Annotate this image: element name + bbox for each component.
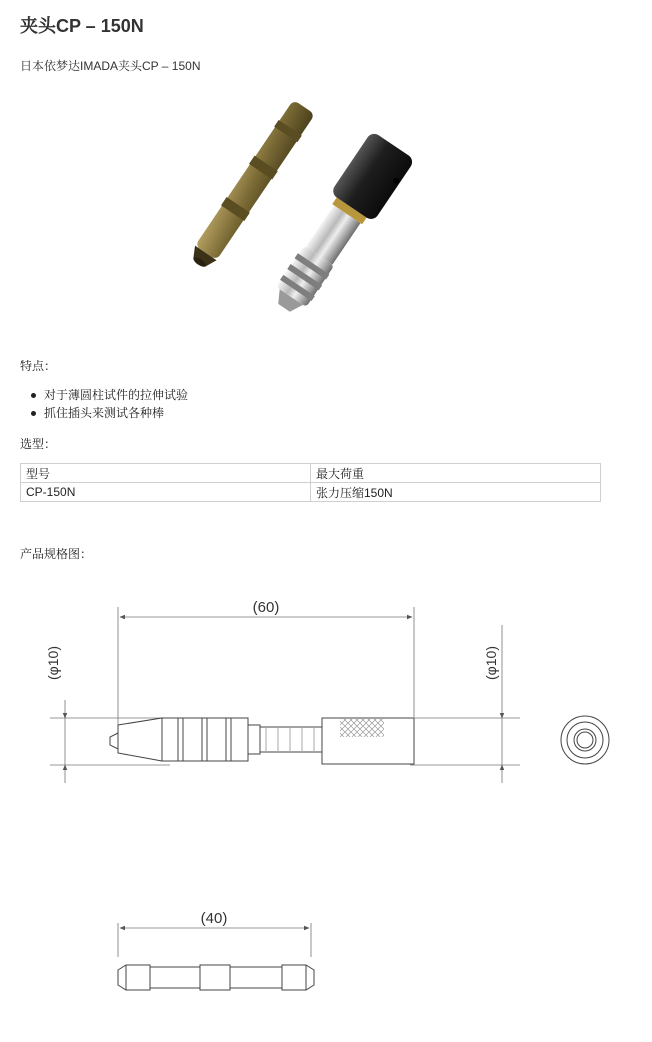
dimension-label: (φ10): [45, 646, 61, 680]
collet-side-view: [118, 965, 314, 990]
dimension-label: (φ10): [483, 646, 499, 680]
pin-vise-image: [262, 131, 415, 323]
collet-image: [186, 99, 315, 272]
product-subtitle: 日本依梦达IMADA夹头CP – 150N: [20, 59, 201, 73]
drawing-heading: 产品规格图：: [20, 547, 93, 561]
dimension-length-top: [118, 607, 414, 725]
table-cell: 张力压缩150N: [311, 483, 601, 502]
list-item: 对于薄圆柱试件的拉伸试验: [44, 388, 189, 402]
page-title: 夹头CP – 150N: [20, 16, 144, 36]
dimension-label: (40): [200, 910, 228, 927]
dimension-dia-right: [410, 625, 520, 783]
features-list: [44, 386, 188, 422]
table-cell: CP-150N: [21, 483, 311, 502]
spec-drawing: [30, 585, 630, 1000]
selection-heading: 选型：: [20, 437, 57, 451]
pin-vise-side-view: [110, 718, 414, 764]
table-header-cell: 最大荷重: [311, 464, 601, 483]
table-header-row: [21, 464, 601, 483]
product-photo: [180, 80, 480, 330]
table-header-cell: 型号: [21, 464, 311, 483]
end-view: [561, 716, 609, 764]
table-row: [21, 483, 601, 502]
dimension-label: (60): [252, 599, 280, 616]
list-item: 抓住插头来测试各种棒: [44, 404, 188, 422]
features-heading: 特点：: [20, 359, 57, 373]
dimension-length-bottom: [118, 923, 311, 957]
spec-table: [20, 463, 601, 502]
